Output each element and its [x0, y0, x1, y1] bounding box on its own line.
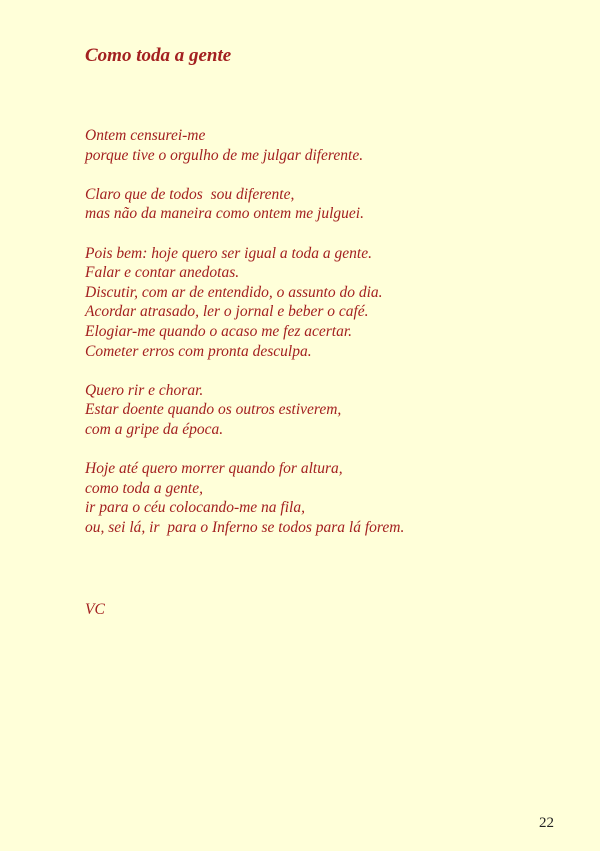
poem-line: Quero rir e chorar.	[85, 381, 204, 399]
poem-line: ou, sei lá, ir para o Inferno se todos para lá forem.	[85, 518, 405, 536]
poem-line: Hoje até quero morrer quando for altura,	[85, 460, 343, 478]
poem-line: Falar e contar anedotas.	[85, 264, 240, 282]
poem-line: Ontem censurei-me	[85, 127, 206, 144]
poem-line: ir para o céu colocando-me na fila,	[85, 499, 305, 517]
stanza-2	[85, 185, 565, 224]
poem-line: Pois bem: hoje quero ser igual a toda a gente.	[85, 244, 372, 262]
poem-title: Como toda a gente	[85, 45, 232, 66]
poem-body	[85, 126, 565, 557]
page-number: 22	[539, 815, 554, 831]
poem-line: como toda a gente,	[85, 479, 203, 497]
poem-line: Cometer erros com pronta desculpa.	[85, 342, 312, 360]
poem-line: Acordar atrasado, ler o jornal e beber o café.	[85, 303, 369, 321]
poem-line: Elogiar-me quando o acaso me fez acertar.	[85, 322, 353, 340]
poem-line: Claro que de todos sou diferente,	[85, 185, 295, 203]
poem-line: Discutir, com ar de entendido, o assunto do dia.	[85, 283, 383, 301]
stanza-4	[85, 381, 565, 440]
stanza-3	[85, 244, 565, 362]
poem-line: porque tive o orgulho de me julgar diferente.	[85, 146, 364, 164]
stanza-1	[85, 126, 565, 165]
author-signature: VC	[85, 601, 105, 618]
poem-line: com a gripe da época.	[85, 420, 224, 438]
poem-line: mas não da maneira como ontem me julguei.	[85, 205, 364, 223]
poem-line: Estar doente quando os outros estiverem,	[85, 401, 342, 419]
stanza-5	[85, 459, 565, 537]
